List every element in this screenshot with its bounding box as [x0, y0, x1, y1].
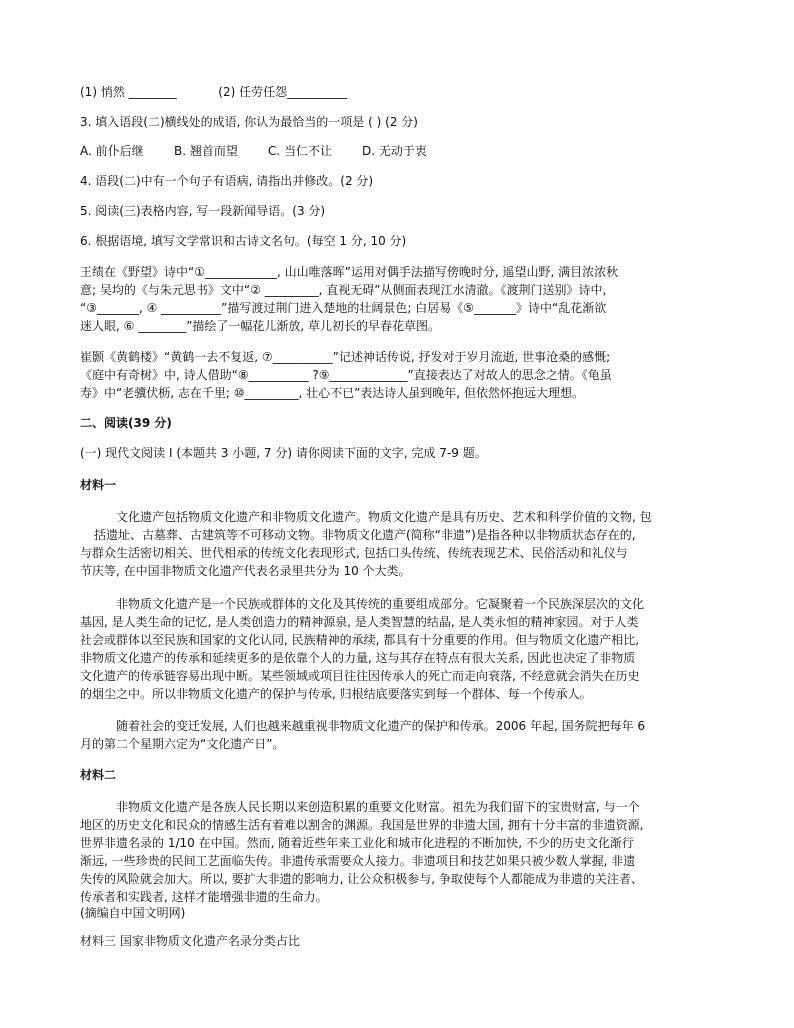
q6-para1-line: 意; 吴均的《与朱元思书》文中“② _________, 直视无碍”从侧面表现江水清澈。《渡荆门送别》诗中,: [80, 283, 607, 297]
q3-stem: 3. 填入语段(二)横线处的成语, 你认为最恰当的一项是 ( ) (2 分): [80, 115, 418, 129]
m1-p1-line: 与群众生活密切相关、世代相承的传统文化表现形式, 包括口头传统、传统表现艺术、民俗活动和礼仪与: [80, 546, 628, 560]
q6-para1-line: 王绩在《野望》诗中“①____________, 山山唯落晖”运用对偶手法描写傍晚时分, 遥望山野, 满目浓浓秋: [80, 265, 619, 279]
material-3-title: 材料三 国家非物质文化遗产名录分类占比: [80, 934, 300, 948]
m1-p3-line: 月的第二个星期六定为“文化遗产日”。: [80, 737, 285, 751]
q6-para2-line: 崔颢《黄鹤楼》“黄鹤一去不复返, ⑦__________”记述神话传说, 抒发对于岁月流逝, 世事沧桑的感慨;: [80, 350, 611, 364]
material-2-title: 材料二: [80, 768, 117, 782]
q4-stem: 4. 语段(二)中有一个句子有语病, 请指出并修改。(2 分): [80, 174, 374, 188]
m2-p1-line: 传承者和实践者, 这样才能增强非遗的生命力。: [80, 890, 328, 904]
q2-line: [80, 84, 347, 100]
q2-item-2: (2) 任劳任怨__________: [218, 85, 348, 99]
m2-source: (摘编自中国文明网): [80, 906, 186, 920]
m1-p2-line: 非物质文化遗产的传承和延续更多的是依靠个人的力量, 这与其存在特点有很大关系, 因此也决定了非物质: [80, 651, 636, 665]
m1-p2-line: 非物质文化遗产是一个民族或群体的文化及其传统的重要组成部分。它凝聚着一个民族深层次的文化: [116, 597, 645, 611]
m1-p1-line: 文化遗产包括物质文化遗产和非物质文化遗产。物质文化遗产是具有历史、艺术和科学价值的文物, 包: [116, 510, 652, 524]
q6-para1-line: 迷人眼, ⑥ ________”描绘了一幅花儿渐放, 草儿初长的早春花草图。: [80, 319, 441, 333]
q6-para2-line: 寿》中“老骥伏枥, 志在千里; ⑩_________, 壮心不已”表达诗人虽到晚年, 但依然怀抱远大理想。: [80, 386, 584, 400]
m2-p1-line: 地区的历史文化和民众的情感生活有着难以割舍的渊源。我国是世界的非遗大国, 拥有十分丰富的非遗资源,: [80, 818, 644, 832]
q3-option-d: D. 无动于衷: [362, 144, 427, 158]
material-1-title: 材料一: [80, 478, 117, 492]
m2-p1-line: 非物质文化遗产是各族人民长期以来创造积累的重要文化财富。祖先为我们留下的宝贵财富, 与一个: [116, 800, 640, 814]
q3-options: [80, 143, 427, 159]
m1-p2-line: 的烟尘之中。所以非物质文化遗产的保护与传承, 归根结底要落实到每一个群体、每一个传承人。: [80, 687, 592, 701]
q2-item-1: (1) 悄然 ________: [80, 85, 177, 99]
m1-p1-line: 节庆等, 在中国非物质文化遗产代表名录里共分为 10 个大类。: [80, 564, 411, 578]
m1-p3-line: 随着社会的变迁发展, 人们也越来越重视非物质文化遗产的保护和传承。2006 年起, 国务院把每年 6: [116, 719, 646, 733]
m2-p1-line: 世界非遗名录的 1/10 在中国。然而, 随着近些年来工业化和城市化进程的不断加快, 不少的历史文化渐行: [80, 836, 634, 850]
q6-stem: 6. 根据语境, 填写文学常识和古诗文名句。(每空 1 分, 10 分): [80, 234, 407, 248]
m1-p2-line: 基因, 是人类生命的记忆, 是人类创造力的精神源泉, 是人类智慧的结晶, 是人类永恒的精神家园。对于人类: [80, 615, 639, 629]
m1-p2-line: 社会或群体以至民族和国家的文化认同, 民族精神的承续, 都具有十分重要的作用。但与物质文化遗产相比,: [80, 633, 640, 647]
q3-option-b: B. 翘首而望: [174, 144, 238, 158]
m1-p2-line: 文化遗产的传承链容易出现中断。某些领域或项目往往因传承人的死亡而走向衰落, 不经意就会消失在历史: [80, 669, 640, 683]
q6-para2-line: 《庭中有奇树》中, 诗人借助“⑧__________ ?⑨_____________”直接表达了对故人的思念之情。《龟虽: [80, 368, 612, 382]
q6-para1-line: “③_______, ④ __________”描写渡过荆门进入楚地的壮阔景色; 白居易《⑤_______》诗中“乱花渐欲: [80, 301, 607, 315]
m2-p1-line: 渐远, 一些珍贵的民间工艺面临失传。非遗传承需要众人接力。非遗项目和技艺如果只被少数人掌握, 非遗: [80, 854, 636, 868]
q5-stem: 5. 阅读(三)表格内容, 写一段新闻导语。(3 分): [80, 204, 326, 218]
q3-option-a: A. 前仆后继: [80, 144, 144, 158]
q3-option-c: C. 当仁不让: [268, 144, 333, 158]
section-intro: (一) 现代文阅读 I (本题共 3 小题, 7 分) 请你阅读下面的文字, 完成 7-9 题。: [80, 446, 487, 460]
m2-p1-line: 失传的风险就会加大。所以, 要扩大非遗的影响力, 让公众积极参与, 争取使每个人都能成为非遗的关注者、: [80, 872, 643, 886]
m1-p1-line: 括遗址、古墓葬、古建筑等不可移动文物。非物质文化遗产(简称“非遗”)是指各种以非物质状态存在的,: [94, 528, 636, 542]
section-heading: 二、阅读(39 分): [80, 416, 172, 430]
